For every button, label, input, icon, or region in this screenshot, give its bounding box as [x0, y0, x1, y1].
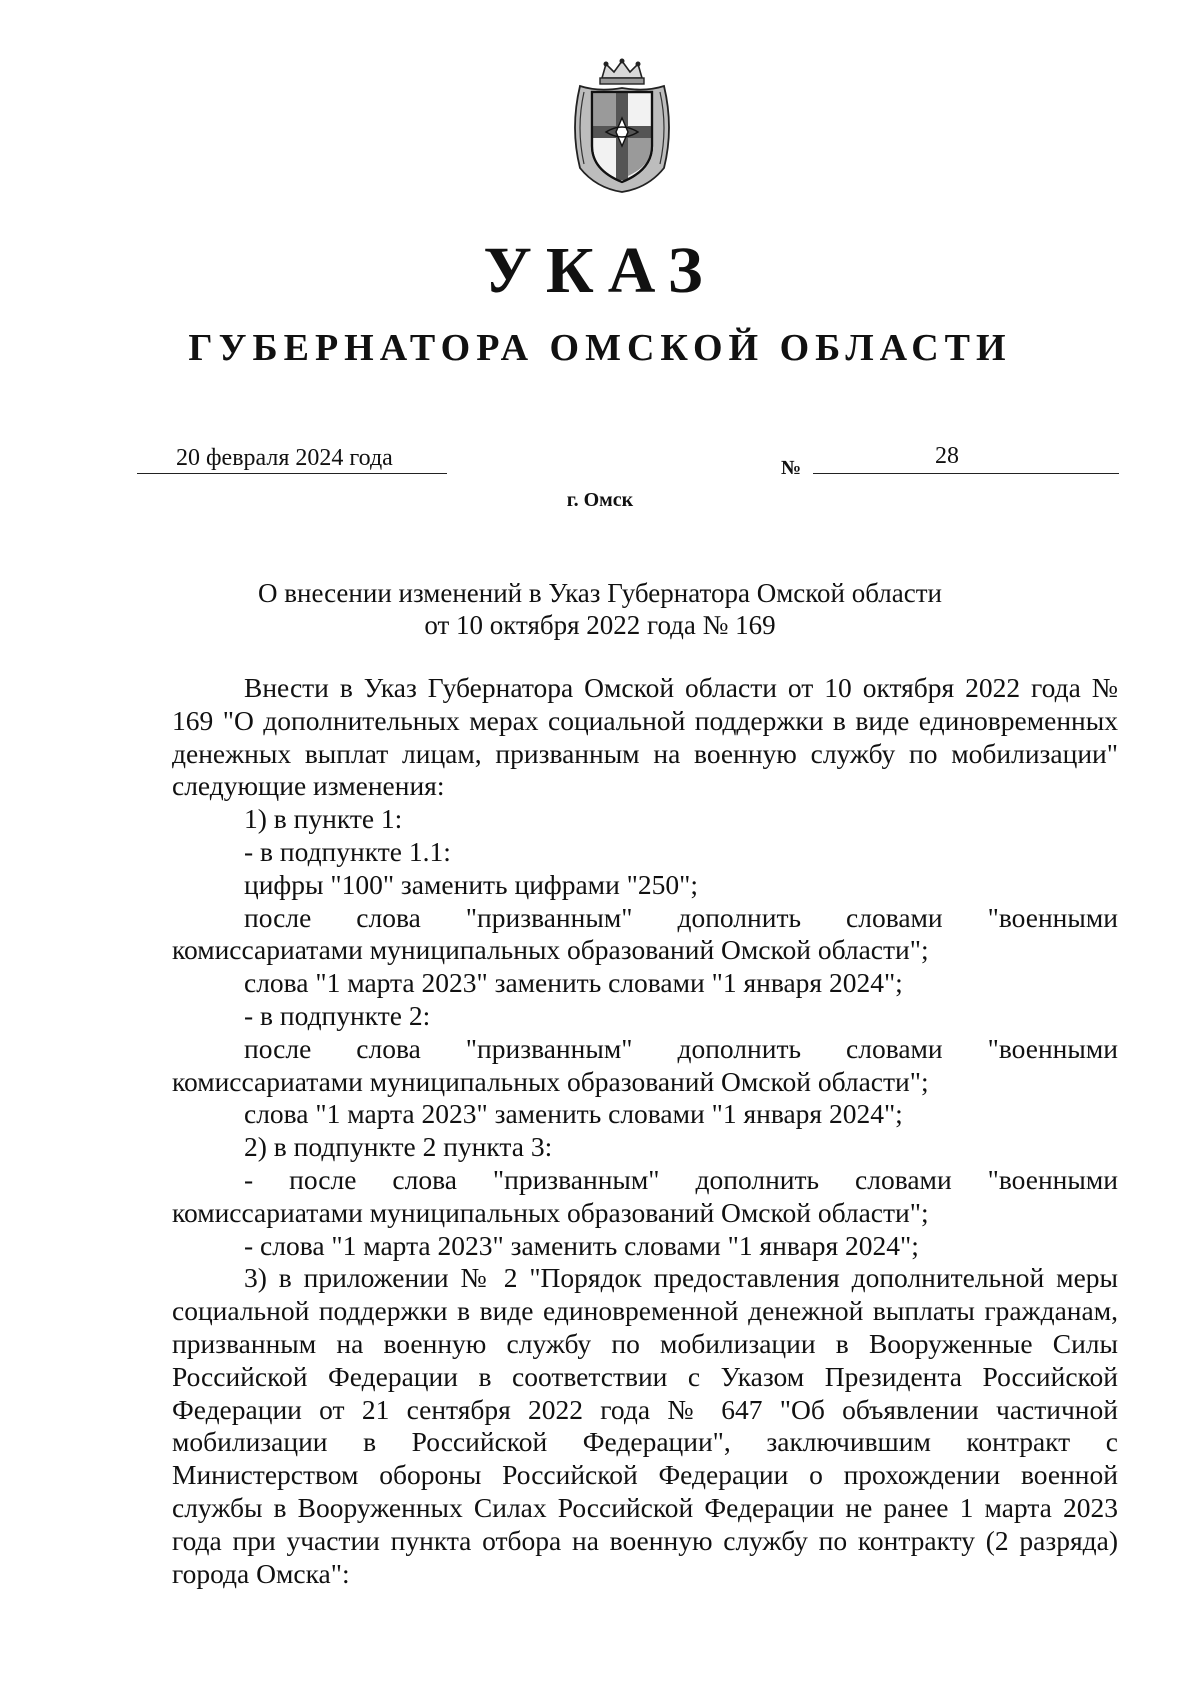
document-date: 20 февраля 2024 года	[176, 445, 393, 471]
item-1-subitem-1-b: после слова "призванным" дополнить словами "военными комиссариатами муниципальных образований Омской области";	[172, 901, 1118, 966]
document-body	[172, 672, 1118, 1590]
item-1-subitem-2-a: после слова "призванным" дополнить словами "военными комиссариатами муниципальных образований Омской области";	[172, 1032, 1118, 1097]
item-1-subitem-2: - в подпункте 2:	[244, 999, 431, 1031]
document-city: г. Омск	[566, 489, 634, 511]
number-sign: №	[781, 457, 802, 479]
number-underline	[813, 446, 1119, 474]
coat-of-arms-icon	[566, 58, 678, 194]
item-2-a: - после слова "призванным" дополнить словами "военными комиссариатами муниципальных образований Омской области";	[172, 1163, 1118, 1228]
item-2-b: - слова "1 марта 2023" заменить словами "1 января 2024";	[244, 1229, 919, 1261]
item-1-subitem-1-a: цифры "100" заменить цифрами "250";	[244, 868, 699, 900]
item-2: 2) в подпункте 2 пункта 3:	[244, 1131, 553, 1163]
document-number: 28	[935, 443, 959, 469]
document-issuer: ГУБЕРНАТОРА ОМСКОЙ ОБЛАСТИ	[188, 327, 1012, 369]
document-title: УКАЗ	[483, 234, 717, 307]
subject-line-2: от 10 октября 2022 года № 169	[424, 610, 776, 640]
item-1: 1) в пункте 1:	[244, 803, 403, 835]
document-subject	[0, 577, 1200, 641]
item-3: 3) в приложении № 2 "Порядок предоставления дополнительной меры социальной поддержки в виде единовременной денежной выплаты гражданам, призванным на военную службу по мобилизации в Вооруженные Силы Российской Федерации в соответствии с Указом Президента Российской Федерации от 21 сентября 2022 года № 647 "Об объявлении частичной мобилизации в Российской Федерации", заключившим контракт с Министерством обороны Российской Федерации о прохождении военной службы в Вооруженных Силах Российской Федерации не ранее 1 марта 2023 года при участии пункта отбора на военную службу по контракту (2 разряда) города Омска":	[172, 1262, 1118, 1589]
item-1-subitem-1-c: слова "1 марта 2023" заменить словами "1 января 2024";	[244, 967, 903, 999]
item-1-subitem-2-b: слова "1 марта 2023" заменить словами "1 января 2024";	[244, 1098, 903, 1130]
subject-line-1: О внесении изменений в Указ Губернатора Омской области	[258, 578, 942, 608]
item-1-subitem-1: - в подпункте 1.1:	[244, 835, 451, 867]
body-intro-paragraph: Внести в Указ Губернатора Омской области от 10 октября 2022 года № 169 "О дополнительных мерах социальной поддержки в виде единовременных денежных выплат лицам, призванным на военную службу по мобилизации" следующие изменения:	[172, 672, 1118, 802]
